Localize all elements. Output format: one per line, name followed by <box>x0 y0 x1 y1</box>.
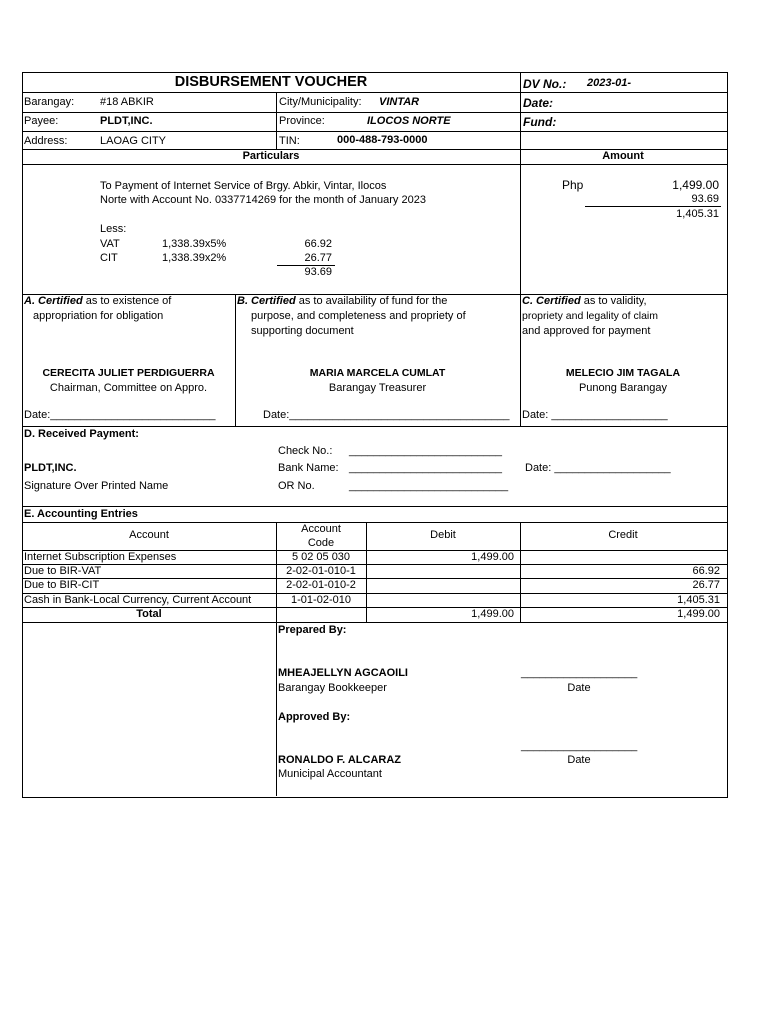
received-header: D. Received Payment: <box>24 428 139 440</box>
check-no-label: Check No.: <box>278 445 333 457</box>
voucher-title: DISBURSEMENT VOUCHER <box>174 74 368 90</box>
table-row-credit: 1,405.31 <box>677 594 720 606</box>
approved-date-label: Date <box>567 754 591 766</box>
table-row-credit: 66.92 <box>692 565 720 577</box>
col-account: Account <box>129 529 169 541</box>
dv-no-label: DV No.: <box>523 77 567 91</box>
payee-value: PLDT,INC. <box>100 115 153 127</box>
bank-name-label: Bank Name: <box>278 462 339 474</box>
cert-b-text-3: supporting document <box>251 325 354 337</box>
table-row-code: 5 02 05 030 <box>291 551 351 563</box>
cert-b-title: Barangay Treasurer <box>328 382 427 394</box>
cert-a-name: CERECITA JULIET PERDIGUERRA <box>42 367 215 379</box>
prepared-by-label: Prepared By: <box>278 624 347 636</box>
table-row-debit: 1,499.00 <box>471 551 514 563</box>
date-label: Date: <box>523 96 554 110</box>
cert-a-title: Chairman, Committee on Appro. <box>49 382 208 394</box>
net-amount: 1,405.31 <box>676 208 719 220</box>
prepared-by-name: MHEAJELLYN AGCAOILI <box>278 667 408 679</box>
fund-label: Fund: <box>523 115 557 129</box>
col-credit: Credit <box>608 529 638 541</box>
table-row-account: Cash in Bank-Local Currency, Current Account <box>24 594 252 606</box>
received-date: Date: ___________________ <box>525 462 671 474</box>
vat-calc: 1,338.39x5% <box>162 238 227 250</box>
total-debit: 1,499.00 <box>471 608 514 620</box>
province-label: Province: <box>279 115 325 127</box>
tin-value: 000-488-793-0000 <box>337 134 428 146</box>
vat-label: VAT <box>100 238 120 250</box>
cert-c-text-2: propriety and legality of claim <box>522 310 658 322</box>
cert-b-date: Date:____________________________________ <box>263 409 510 421</box>
bank-name-line: _________________________ <box>349 462 502 474</box>
table-row-credit: 26.77 <box>692 579 720 591</box>
col-code-1: Account <box>301 523 341 535</box>
cit-label: CIT <box>100 252 118 264</box>
cert-b-text-1: B. Certified as to availability of fund for the <box>237 295 448 307</box>
amount-header: Amount <box>602 150 644 162</box>
prepared-date-line: ___________________ <box>521 667 638 679</box>
signature-label: Signature Over Printed Name <box>24 480 169 492</box>
less-total: 93.69 <box>304 266 332 278</box>
table-row-code: 2-02-01-010-2 <box>286 579 356 591</box>
barangay-label: Barangay: <box>24 96 75 108</box>
total-label: Total <box>136 608 162 620</box>
total-credit: 1,499.00 <box>677 608 720 620</box>
cert-c-title: Punong Barangay <box>578 382 668 394</box>
or-no-label: OR No. <box>278 480 315 492</box>
cert-a-text-2: appropriation for obligation <box>33 310 164 322</box>
province-value: ILOCOS NORTE <box>367 115 451 127</box>
vat-amount: 66.92 <box>304 238 332 250</box>
cit-calc: 1,338.39x2% <box>162 252 227 264</box>
particulars-line-2: Norte with Account No. 0337714269 for the month of January 2023 <box>100 194 426 206</box>
dv-no-value: 2023-01- <box>587 77 632 89</box>
approved-by-name: RONALDO F. ALCARAZ <box>278 754 402 766</box>
cert-a-date: Date:___________________________ <box>24 409 216 421</box>
check-no-line: _________________________ <box>349 445 502 457</box>
cert-c-text-3: and approved for payment <box>522 325 651 337</box>
table-row-code: 1-01-02-010 <box>291 594 351 606</box>
address-value: LAOAG CITY <box>100 135 167 147</box>
barangay-value: #18 ABKIR <box>100 96 154 108</box>
col-code-2: Code <box>307 537 335 549</box>
approved-by-title: Municipal Accountant <box>278 768 382 780</box>
less-label: Less: <box>100 223 127 235</box>
cit-amount: 26.77 <box>304 252 332 264</box>
cert-b-text-2: purpose, and completeness and propriety of <box>251 310 466 322</box>
table-row-account: Internet Subscription Expenses <box>24 551 177 563</box>
col-debit: Debit <box>430 529 456 541</box>
accounting-header: E. Accounting Entries <box>24 508 138 520</box>
gross-amount: 1,499.00 <box>672 178 719 192</box>
particulars-line-1: To Payment of Internet Service of Brgy. Abkir, Vintar, Ilocos <box>100 180 387 192</box>
prepared-date-label: Date <box>567 682 591 694</box>
cert-c-date: Date: ___________________ <box>522 409 668 421</box>
currency-label: Php <box>562 178 584 192</box>
deduction-amount: 93.69 <box>691 193 719 205</box>
cert-a-text-1: A. Certified as to existence of <box>24 295 172 307</box>
prepared-by-title: Barangay Bookkeeper <box>278 682 387 694</box>
cert-c-name: MELECIO JIM TAGALA <box>565 367 681 379</box>
table-row-account: Due to BIR-VAT <box>24 565 102 577</box>
approved-by-label: Approved By: <box>278 711 351 723</box>
tin-label: TIN: <box>279 135 300 147</box>
table-row-code: 2-02-01-010-1 <box>286 565 356 577</box>
payee-label: Payee: <box>24 115 59 127</box>
received-payee: PLDT,INC. <box>24 462 77 474</box>
address-label: Address: <box>24 135 68 147</box>
or-no-line: __________________________ <box>349 480 509 492</box>
city-value: VINTAR <box>379 96 420 108</box>
cert-b-name: MARIA MARCELA CUMLAT <box>309 367 446 379</box>
particulars-header: Particulars <box>242 150 300 162</box>
city-label: City/Municipality: <box>279 96 362 108</box>
table-row-account: Due to BIR-CIT <box>24 579 100 591</box>
cert-c-text-1: C. Certified as to validity, <box>522 295 647 307</box>
net-rule <box>585 206 721 207</box>
approved-date-line: ___________________ <box>521 740 638 752</box>
